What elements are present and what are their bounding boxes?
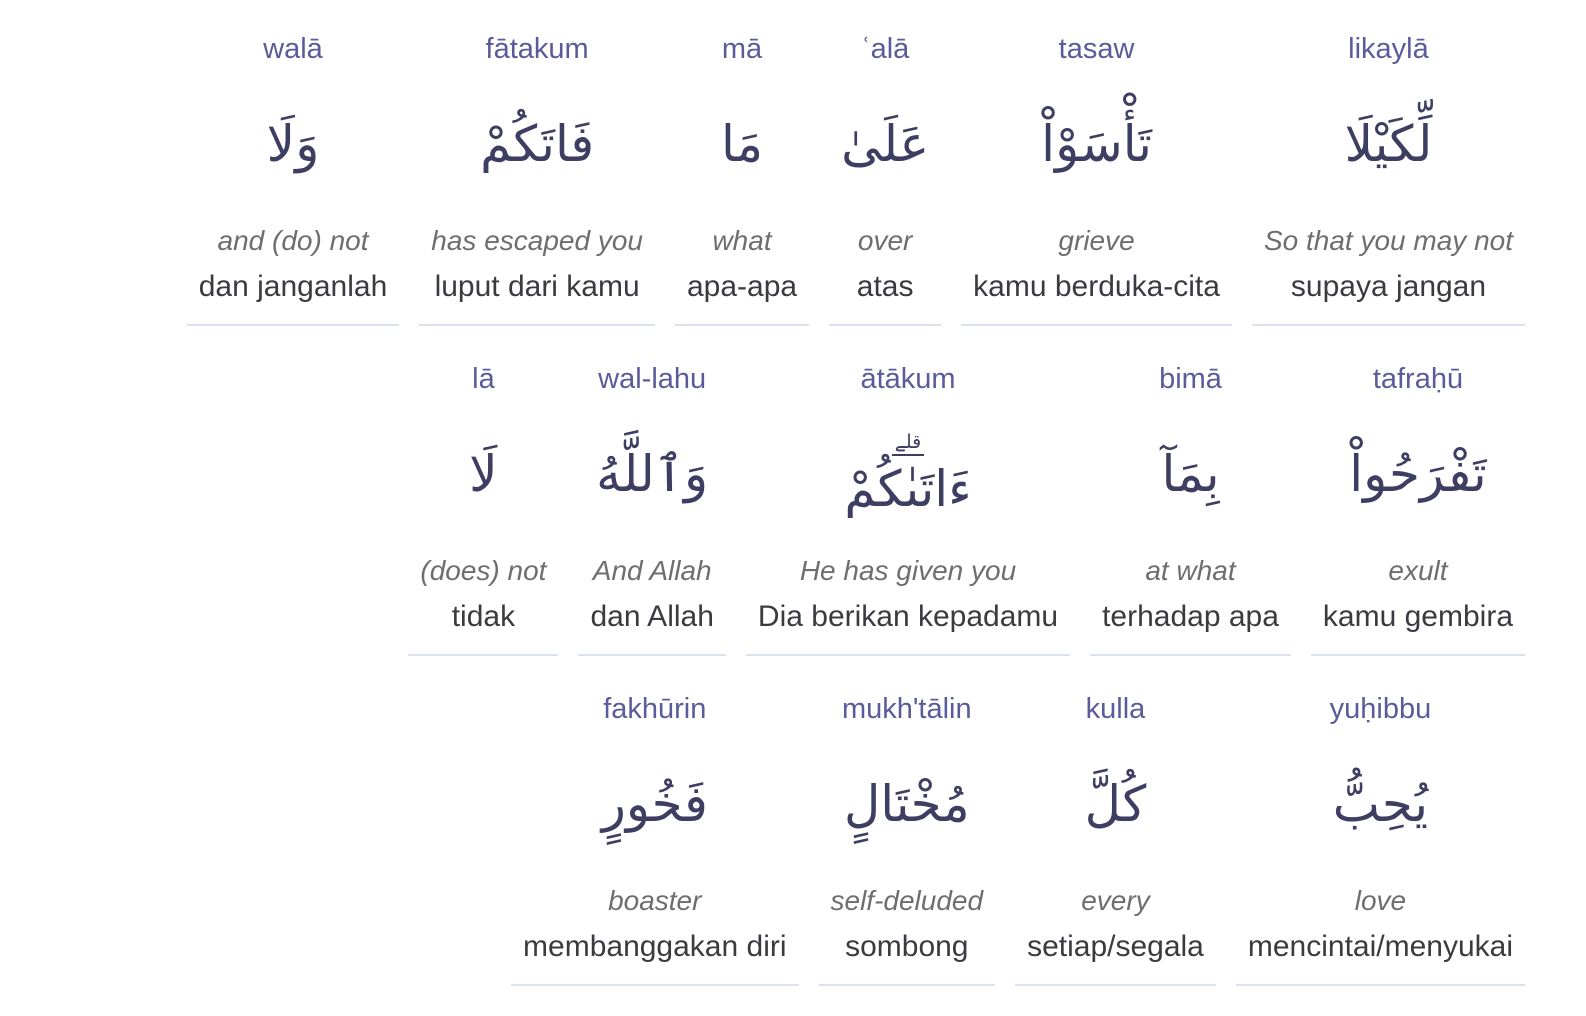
word-english-translation: boaster: [608, 885, 702, 916]
word-arabic: [973, 70, 1220, 220]
word-card[interactable]: [1236, 672, 1525, 986]
word-transliteration: yuḥibbu: [1329, 693, 1432, 725]
arabic-text: عَلَىٰ: [841, 115, 930, 174]
word-english-translation: has escaped you: [431, 225, 643, 256]
word-transliteration: likaylā: [1348, 33, 1429, 65]
word-indonesian-translation: atas: [856, 270, 914, 303]
word-arabic: [841, 70, 929, 220]
word-transliteration: wal-lahu: [598, 363, 707, 395]
arabic-text: بِمَآ: [1161, 445, 1220, 504]
arabic-text: ءَاتَىٰكُمْ: [844, 459, 972, 518]
word-transliteration: ʿalā: [860, 33, 910, 65]
word-indonesian-translation: sombong: [845, 930, 969, 963]
word-card[interactable]: [419, 12, 655, 326]
arabic-text: تَفْرَحُواْ: [1349, 445, 1487, 504]
arabic-text: يُحِبُّ: [1332, 775, 1429, 834]
word-row: [61, 12, 1525, 326]
word-english-translation: exult: [1388, 555, 1448, 586]
arabic-text: لَا: [469, 445, 498, 504]
word-transliteration: walā: [263, 33, 323, 65]
word-arabic: [199, 70, 388, 220]
word-english-translation: love: [1354, 885, 1407, 916]
word-transliteration: tasaw: [1058, 33, 1135, 65]
word-row: [61, 672, 1525, 986]
word-arabic: [1323, 400, 1513, 550]
word-arabic: [1248, 730, 1513, 880]
word-indonesian-translation: kamu gembira: [1322, 600, 1513, 633]
word-indonesian-translation: dan janganlah: [198, 270, 388, 303]
word-arabic: [687, 70, 797, 220]
word-indonesian-translation: membanggakan diri: [523, 930, 787, 963]
word-transliteration: fātakum: [485, 33, 589, 65]
arabic-text: تَأْسَوْاْ: [1041, 115, 1152, 174]
word-transliteration: tafraḥū: [1372, 363, 1464, 395]
word-english-translation: grieve: [1058, 225, 1135, 256]
word-english-translation: He has given you: [799, 555, 1017, 586]
word-card[interactable]: [1311, 342, 1525, 656]
word-transliteration: mā: [721, 33, 763, 65]
word-english-translation: (does) not: [420, 555, 547, 586]
word-english-translation: at what: [1145, 555, 1236, 586]
word-arabic: [1027, 730, 1204, 880]
word-card[interactable]: [829, 12, 941, 326]
word-card[interactable]: [1015, 672, 1216, 986]
word-indonesian-translation: mencintai/menyukai: [1247, 930, 1513, 963]
arabic-text: كُلَّ: [1084, 775, 1147, 834]
arabic-text: وَلَا: [266, 115, 320, 174]
word-english-translation: and (do) not: [217, 225, 369, 256]
word-arabic: [831, 730, 984, 880]
word-arabic: [758, 400, 1058, 550]
word-card[interactable]: [961, 12, 1232, 326]
word-card[interactable]: [511, 672, 798, 986]
word-english-translation: self-deluded: [830, 885, 984, 916]
word-indonesian-translation: dan Allah: [590, 600, 714, 633]
word-row: [61, 342, 1525, 656]
word-card[interactable]: [408, 342, 558, 656]
word-transliteration: kulla: [1085, 693, 1146, 725]
word-card[interactable]: [675, 12, 809, 326]
word-english-translation: And Allah: [592, 555, 712, 586]
word-english-translation: every: [1081, 885, 1150, 916]
word-arabic: [590, 400, 713, 550]
word-english-translation: So that you may not: [1263, 225, 1513, 256]
word-english-translation: over: [857, 225, 913, 256]
word-arabic: [1264, 70, 1513, 220]
arabic-text: وَٱللَّهُ: [596, 445, 709, 504]
word-english-translation: what: [712, 225, 772, 256]
word-arabic: [523, 730, 786, 880]
word-arabic: [1102, 400, 1279, 550]
word-transliteration: ātākum: [860, 363, 956, 395]
word-indonesian-translation: kamu berduka-cita: [973, 270, 1220, 303]
arabic-text: مَا: [721, 115, 764, 174]
word-indonesian-translation: supaya jangan: [1290, 270, 1487, 303]
word-card[interactable]: [746, 342, 1070, 656]
word-indonesian-translation: apa-apa: [686, 270, 798, 303]
word-indonesian-translation: terhadap apa: [1102, 600, 1279, 633]
word-card[interactable]: [578, 342, 725, 656]
arabic-text: لِّكَيْلَا: [1344, 115, 1433, 174]
word-transliteration: fakhūrin: [603, 693, 707, 725]
waqf-mark: قلے: [892, 432, 925, 456]
word-arabic: [420, 400, 546, 550]
arabic-text: فَاتَكُمْ: [480, 115, 595, 174]
arabic-text: مُخْتَالٍ: [843, 775, 970, 834]
word-card[interactable]: [819, 672, 996, 986]
word-card[interactable]: [1252, 12, 1525, 326]
word-indonesian-translation: luput dari kamu: [434, 270, 640, 303]
word-transliteration: bimā: [1159, 363, 1222, 395]
word-indonesian-translation: setiap/segala: [1027, 930, 1204, 963]
word-indonesian-translation: Dia berikan kepadamu: [757, 600, 1059, 633]
word-transliteration: mukh'tālin: [841, 693, 972, 725]
word-card[interactable]: [187, 12, 400, 326]
word-transliteration: lā: [472, 363, 495, 395]
word-indonesian-translation: tidak: [451, 600, 516, 633]
word-arabic: [431, 70, 643, 220]
word-card[interactable]: [1090, 342, 1291, 656]
arabic-text: فَخُورٍ: [601, 775, 708, 834]
